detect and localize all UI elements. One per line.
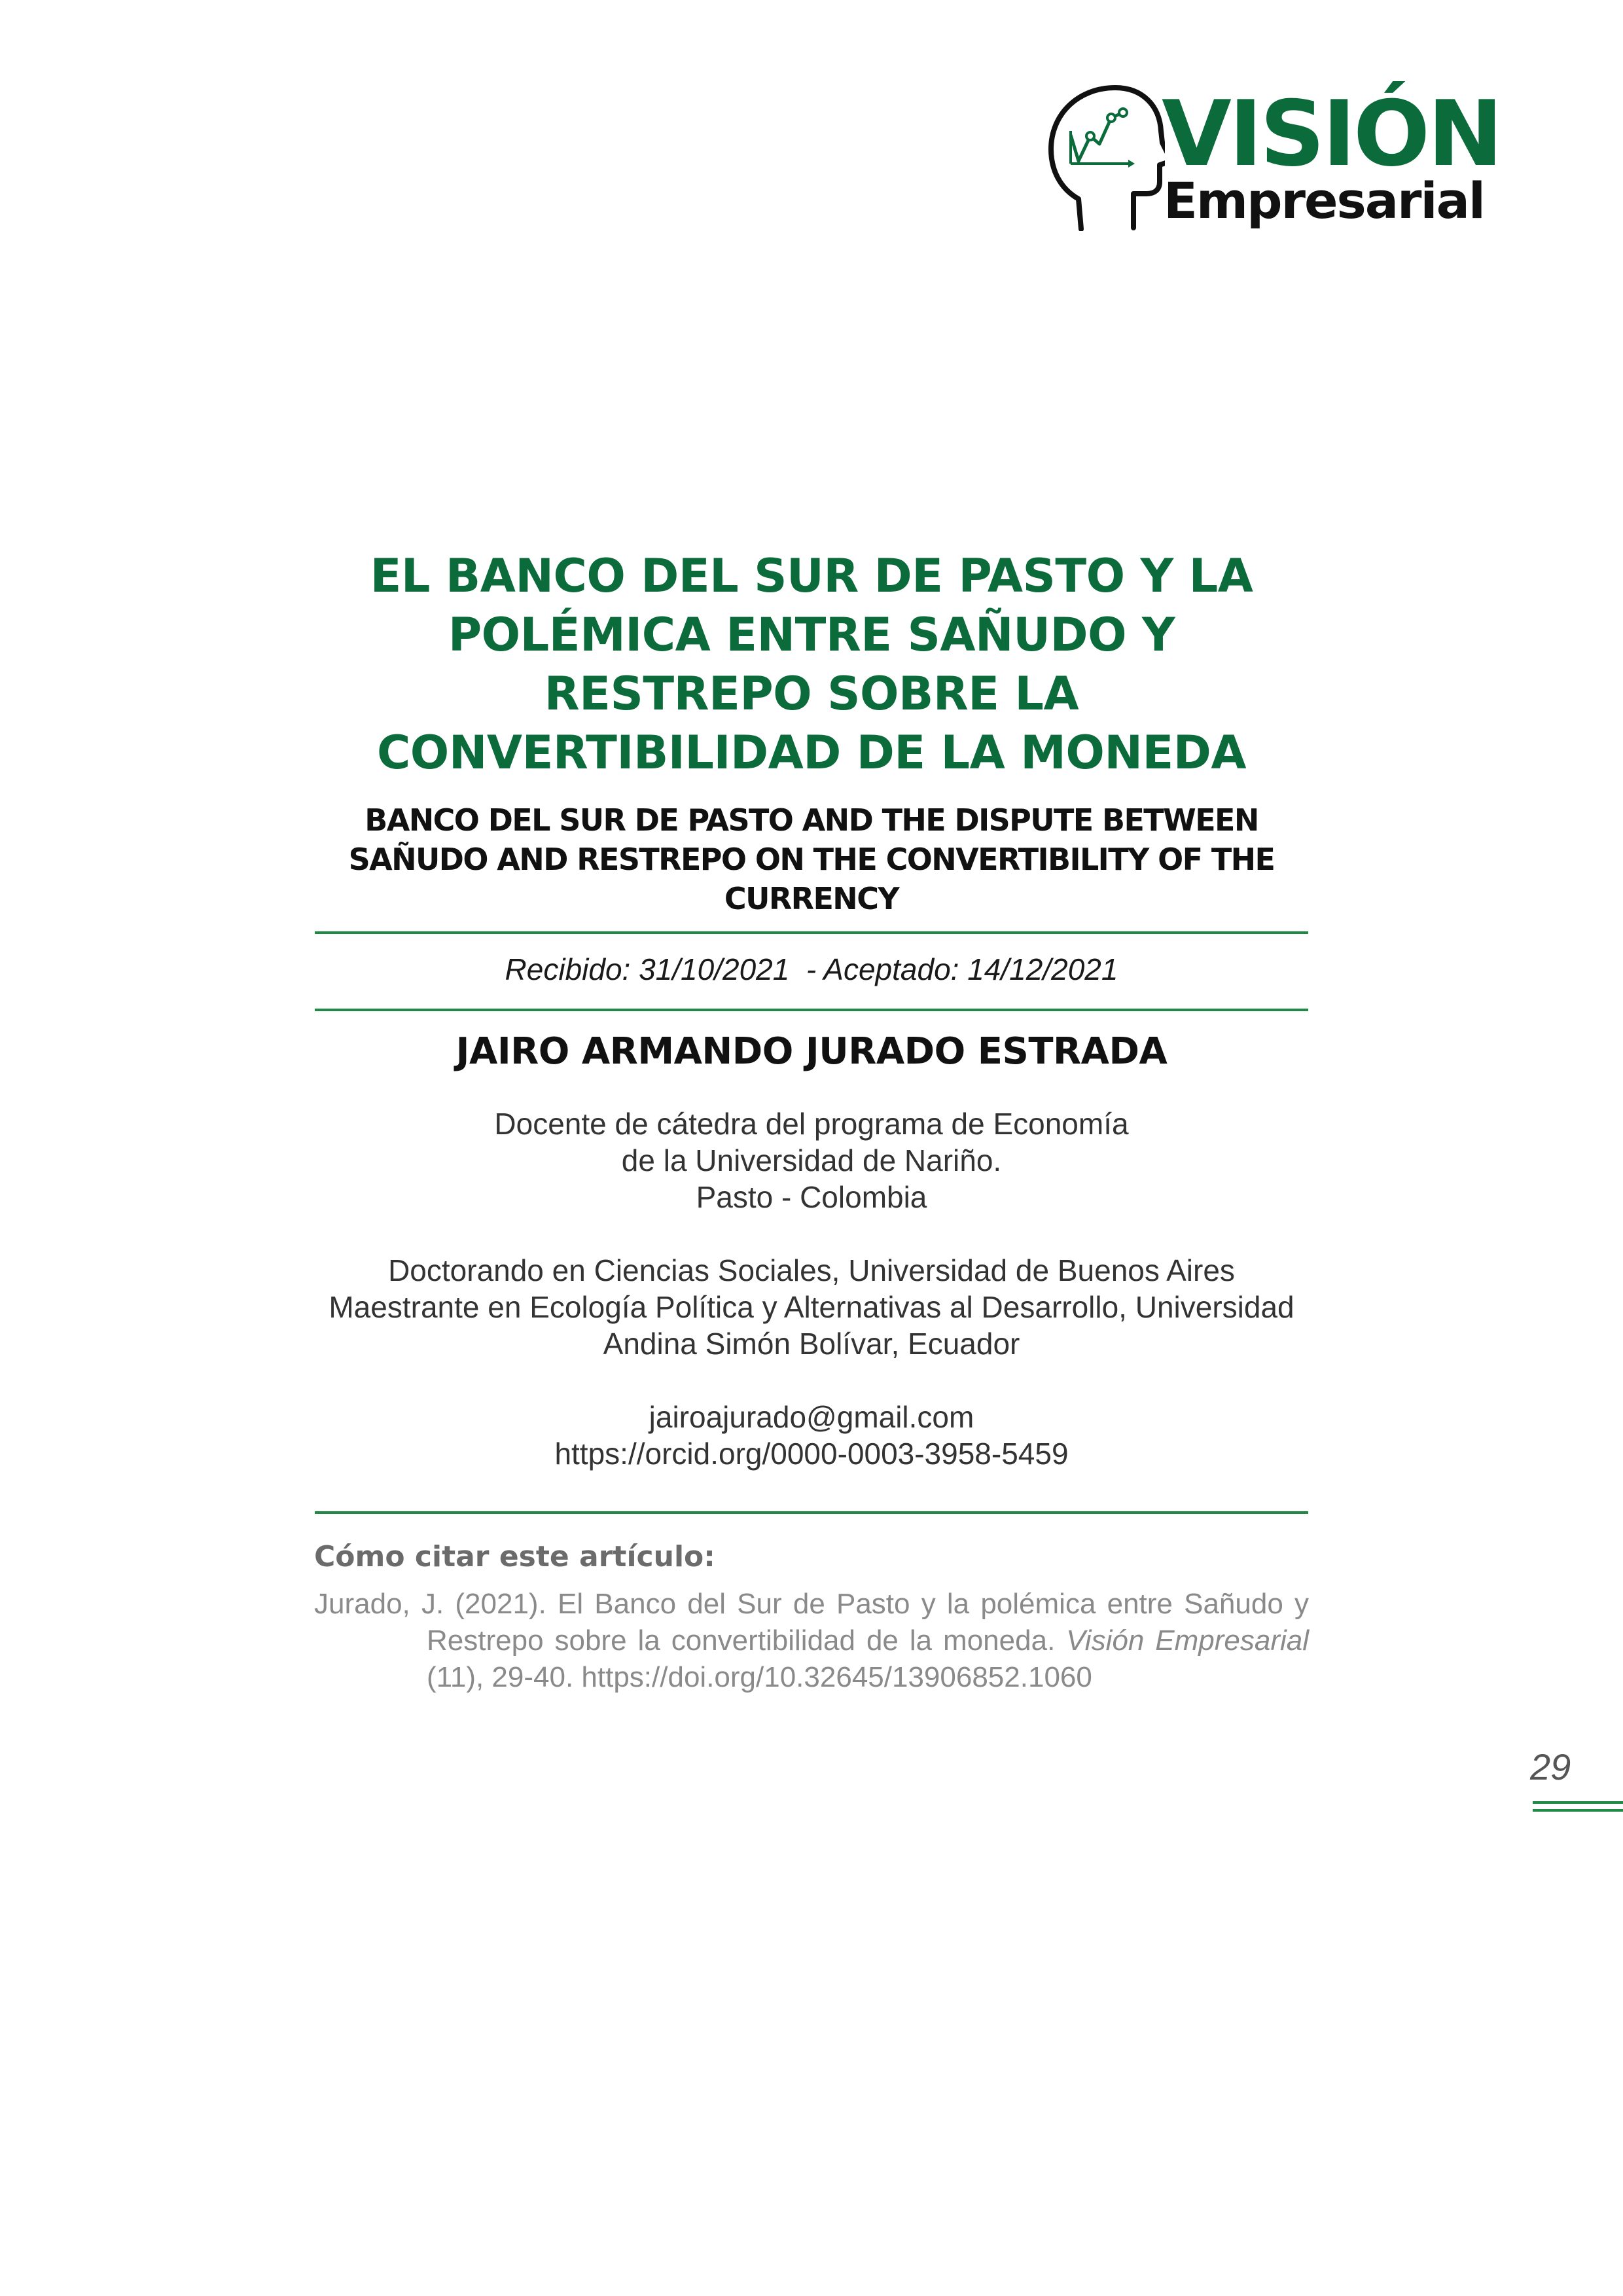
article-title-english: BANCO DEL SUR DE PASTO AND THE DISPUTE BETWEEN SAÑUDO AND RESTREPO ON THE CONVERTIBILITY OF THE CURRENCY: [348, 802, 1275, 916]
citation-volume-doi[interactable]: (11), 29-40. https://doi.org/10.32645/13906852.1060: [427, 1661, 1092, 1693]
citation-heading: Cómo citar este artículo:: [314, 1540, 715, 1573]
affiliation-line: Pasto - Colombia: [696, 1180, 927, 1214]
citation-journal-name: Visión Empresarial: [1066, 1624, 1309, 1657]
affiliation-line: Doctorando en Ciencias Sociales, Universidad de Buenos Aires: [388, 1253, 1235, 1287]
affiliation-line: Andina Simón Bolívar, Ecuador: [603, 1327, 1020, 1361]
journal-logo: [1047, 81, 1501, 234]
author-email[interactable]: jairoajurado@gmail.com: [649, 1400, 974, 1434]
author-orcid-link[interactable]: https://orcid.org/0000-0003-3958-5459: [554, 1437, 1069, 1471]
page-number: 29: [1530, 1746, 1571, 1787]
affiliation-line: Docente de cátedra del programa de Economía: [494, 1107, 1129, 1141]
head-with-growth-chart-icon: [1047, 84, 1165, 231]
affiliation-line: Maestrante en Ecología Política y Alternativas al Desarrollo, Universidad: [329, 1290, 1294, 1324]
received-accepted-dates: Recibido: 31/10/2021 - Aceptado: 14/12/2021: [505, 952, 1118, 986]
author-affiliation-teaching: [314, 1105, 1309, 1215]
citation-text: [314, 1586, 1309, 1696]
divider-bottom: [315, 1511, 1308, 1514]
logo-title: VISIÓN: [1162, 81, 1501, 187]
page-number-rule: [1533, 1801, 1623, 1804]
divider-middle: [315, 1009, 1308, 1011]
divider-top: [315, 931, 1308, 934]
author-contact: [314, 1399, 1309, 1472]
page-number-rule: [1533, 1809, 1623, 1812]
author-name: JAIRO ARMANDO JURADO ESTRADA: [455, 1030, 1168, 1073]
article-title-spanish: EL BANCO DEL SUR DE PASTO Y LA POLÉMICA ENTRE SAÑUDO Y RESTREPO SOBRE LA CONVERTIBILIDAD DE LA MONEDA: [370, 549, 1253, 780]
article-front-matter: [314, 547, 1309, 1696]
author-affiliation-studies: [314, 1252, 1309, 1362]
logo-subtitle: Empresarial: [1164, 171, 1484, 230]
citation-reference: Jurado, J. (2021). El Banco del Sur de Pasto y la polémica entre Sañudo y Restrepo sobre la convertibilidad de la moneda.: [314, 1588, 1309, 1657]
affiliation-line: de la Universidad de Nariño.: [621, 1143, 1002, 1177]
